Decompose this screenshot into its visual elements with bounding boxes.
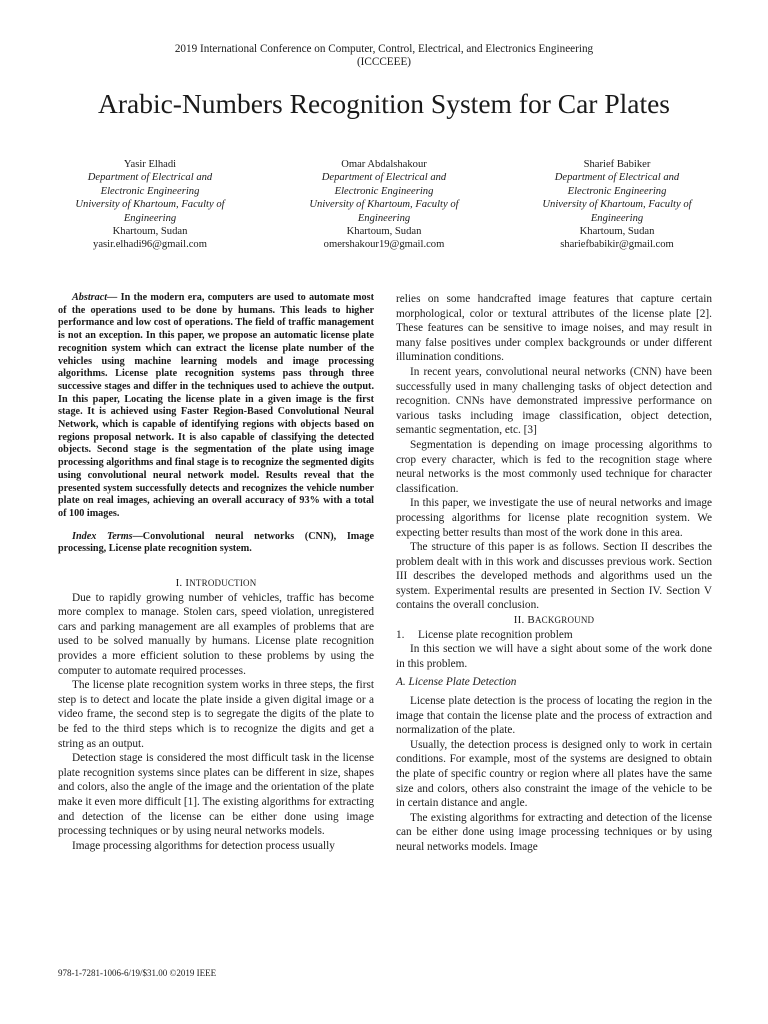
author-univ-1: University of Khartoum, Faculty of [309, 199, 459, 211]
conference-line-1: 2019 International Conference on Computer, Control, Electrical, and Electronics Engineering [174, 43, 594, 55]
author-location: Khartoum, Sudan [346, 226, 422, 238]
paragraph: Detection stage is considered the most difficult task in the license plate recognition systems since plates can be different in size, shapes and colors, also the angle of the image and the orientation of the plate make it even more difficult [1]. The existing algorithms for extracting and detection of the license can be either done using image processing techniques or by using neural networks models. [58, 752, 374, 838]
conference-line-2: (ICCCEEE) [356, 56, 412, 68]
author-univ-1: University of Khartoum, Faculty of [75, 199, 225, 211]
conference-header [0, 43, 768, 69]
paragraph: In recent years, convolutional neural networks (CNN) have been successfully used in many challenging tasks of object detection and recognition. CNNs have demonstrated impressive performance on various tasks including image classification, object detection, semantic segmentation, etc. [3] [396, 365, 712, 437]
author-email: yasir.elhadi96@gmail.com [93, 239, 207, 251]
paragraph: Usually, the detection process is designed only to work in certain conditions. For example, most of the systems are designed to obtain the plate of specific country or region where all plates have the same size and colors, others also constraint the image of the vehicle to be in certain distance and angle. [396, 738, 712, 810]
paragraph: License plate detection is the process of locating the region in the image that contain the license plate and the process of extraction and normalization of the plate. [396, 695, 712, 737]
section-heading-background: II. BACKGROUND [513, 614, 595, 627]
author-univ-2: Engineering [123, 212, 177, 224]
index-terms-label: Index Terms [72, 530, 133, 542]
author-univ-2: Engineering [357, 212, 411, 224]
paragraph: Image processing algorithms for detection process usually [72, 839, 335, 852]
author-dept-1: Department of Electrical and [321, 172, 447, 184]
author-dept-1: Department of Electrical and [554, 172, 680, 184]
author-dept-2: Electronic Engineering [100, 185, 200, 197]
author-block-1 [61, 158, 239, 252]
abstract-text: In the modern era, computers are used to automate most of the operations used to be done by humans. This leads to higher performance and low cost of operations. The field of traffic management is not an exception. In this paper, we propose an automatic license plate recognition system which can extract the license plate number of the vehicles using machine learning models and image processing algorithms. License plate recognition systems pass through three successive stages and differ in the techniques used to achieve the output. In this paper, Locating the license plate in a given image is the first stage. It is achieved using Faster Region-Based Convolutional Neural Network, which is capable of identifying regions with objects based on regions proposal network. It is also capable of classifying the detected objects. Second stage is the segmentation of the plate using image processing algorithms and final stage is to recognize the segmented digits using convolutional neural network model. Results reveal that the presented system successfully detects and recognizes the vehicle number plate on real images, achieving an overall accuracy of 93% with a total of 100 images. [58, 292, 374, 519]
paragraph: The license plate recognition system works in three steps, the first step is to detect and locate the plate inside a given digital image or a video frame, the second step is to segregate the digits of the plate to be fed to the third steps which is to recognize the digits and get a string as an output. [58, 679, 374, 750]
author-univ-1: University of Khartoum, Faculty of [542, 199, 692, 211]
author-univ-2: Engineering [590, 212, 644, 224]
author-email: omershakour19@gmail.com [323, 239, 445, 251]
index-terms-text: —Convolutional neural networks (CNN), Image processing, License plate recognition system. [58, 530, 374, 555]
paragraph: In this paper, we investigate the use of neural networks and image processing algorithms for license plate recognition system. We expecting better results than most of the work done in this area. [396, 497, 712, 539]
abstract [58, 292, 374, 521]
right-column [396, 292, 712, 855]
left-column [58, 292, 374, 853]
abstract-label: Abstract— [72, 292, 118, 303]
author-dept-1: Department of Electrical and [87, 172, 213, 184]
author-name: Omar Abdalshakour [341, 159, 427, 170]
paragraph: Due to rapidly growing number of vehicles, traffic has become more complex to manage. Stolen cars, speed violation, unregistered cars and parking management are all examples of problems that are used to be solved manually by humans. License plate recognition provides a more efficient solution to these problems by using the computer to automate required processes. [58, 591, 374, 677]
list-item: 1. License plate recognition problem [396, 628, 573, 641]
author-dept-2: Electronic Engineering [334, 185, 434, 197]
author-location: Khartoum, Sudan [579, 226, 655, 238]
author-email: shariefbabikir@gmail.com [560, 239, 674, 251]
paragraph-continuation: relies on some handcrafted image features that capture certain morphological, color or textural attributes of the license plate [2]. These features can be sensitive to image noises, and may result in many false positives under complex backgrounds or under different illumination conditions. [396, 293, 712, 364]
subsection-heading: A. License Plate Detection [396, 676, 517, 689]
author-block-2 [295, 158, 473, 252]
index-terms [58, 531, 374, 556]
section-heading-introduction: I. INTRODUCTION [175, 577, 257, 590]
author-name: Yasir Elhadi [123, 159, 177, 170]
author-dept-2: Electronic Engineering [567, 185, 667, 197]
paper-title: Arabic-Numbers Recognition System for Car Plates [97, 88, 671, 119]
paragraph: In this section we will have a sight about some of the work done in this problem. [396, 643, 712, 670]
paragraph: The existing algorithms for extracting and detection of the license can be either done using image processing techniques or by using neural networks models. Image [396, 811, 712, 853]
author-name: Sharief Babiker [583, 159, 651, 170]
author-block-3 [528, 158, 706, 252]
copyright-footer: 978-1-7281-1006-6/19/$31.00 ©2019 IEEE [58, 968, 217, 978]
paragraph: The structure of this paper is as follows. Section II describes the problem dealt with in this work and discusses previous work. Section III describes the developed methods and algorithms used un the system. Experimental results are presented in Section IV. Section V contains the overall conclusion. [396, 541, 712, 612]
author-location: Khartoum, Sudan [112, 226, 188, 238]
paragraph: Segmentation is depending on image processing algorithms to crop every character, which is fed to the recognition stage where neural networks is the most commonly used technique for character classification. [396, 438, 712, 495]
